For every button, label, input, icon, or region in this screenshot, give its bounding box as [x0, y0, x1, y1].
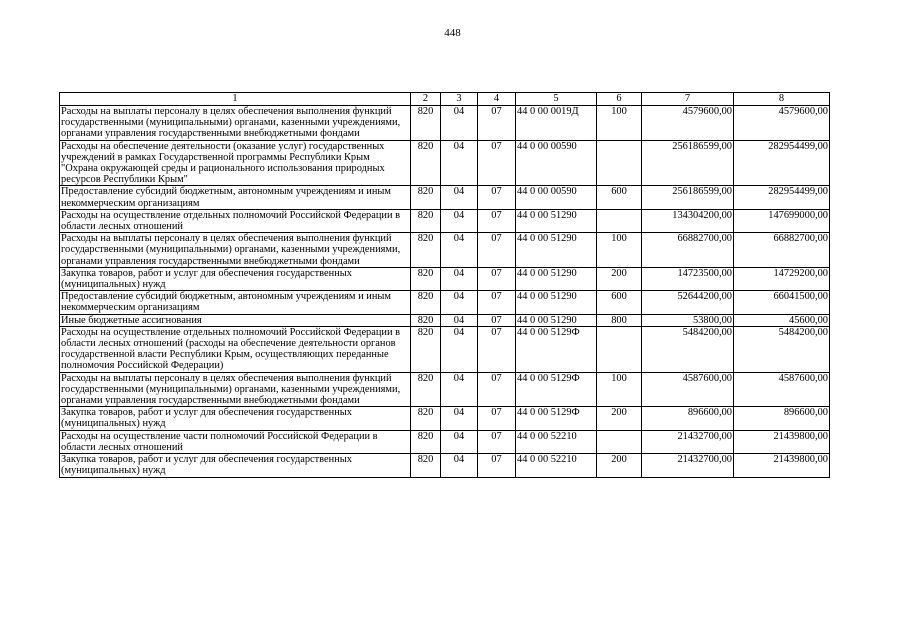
ministry-code: 820 — [411, 106, 441, 141]
expense-type-code: 100 — [597, 106, 642, 141]
target-article-code: 44 0 00 0019Д — [516, 106, 597, 141]
section-code: 04 — [441, 186, 478, 209]
amount-year-1: 53800,00 — [642, 314, 734, 326]
subsection-code: 07 — [478, 233, 516, 268]
amount-year-2: 66041500,00 — [734, 291, 830, 314]
table-row — [60, 454, 830, 477]
amount-year-2: 21439800,00 — [734, 430, 830, 453]
section-code: 04 — [441, 430, 478, 453]
section-code: 04 — [441, 454, 478, 477]
amount-year-1: 21432700,00 — [642, 430, 734, 453]
expense-type-code — [597, 140, 642, 186]
expense-type-code: 200 — [597, 454, 642, 477]
target-article-code: 44 0 00 51290 — [516, 233, 597, 268]
section-code: 04 — [441, 233, 478, 268]
amount-year-1: 14723500,00 — [642, 267, 734, 290]
page-number: 448 — [444, 27, 461, 39]
subsection-code: 07 — [478, 454, 516, 477]
expense-name: Расходы на осуществление отдельных полномочий Российской Федерации в области лесных отношений — [60, 209, 411, 232]
budget-table — [59, 92, 830, 478]
section-code: 04 — [441, 267, 478, 290]
amount-year-2: 4587600,00 — [734, 372, 830, 407]
target-article-code: 44 0 00 00590 — [516, 186, 597, 209]
ministry-code: 820 — [411, 267, 441, 290]
section-code: 04 — [441, 326, 478, 372]
section-code: 04 — [441, 140, 478, 186]
expense-type-code — [597, 430, 642, 453]
amount-year-2: 45600,00 — [734, 314, 830, 326]
amount-year-1: 896600,00 — [642, 407, 734, 430]
ministry-code: 820 — [411, 186, 441, 209]
target-article-code: 44 0 00 51290 — [516, 314, 597, 326]
table-row — [60, 291, 830, 314]
column-header: 5 — [516, 93, 597, 106]
table-row — [60, 186, 830, 209]
amount-year-2: 14729200,00 — [734, 267, 830, 290]
ministry-code: 820 — [411, 140, 441, 186]
expense-name: Расходы на выплаты персоналу в целях обеспечения выполнения функций государственными (муниципальными) органами, казенными учреждениями, органами управления государственными внебюджетными фондами — [60, 106, 411, 141]
section-code: 04 — [441, 209, 478, 232]
ministry-code: 820 — [411, 372, 441, 407]
section-code: 04 — [441, 291, 478, 314]
table-header-row — [60, 93, 830, 106]
section-code: 04 — [441, 314, 478, 326]
subsection-code: 07 — [478, 314, 516, 326]
amount-year-1: 66882700,00 — [642, 233, 734, 268]
subsection-code: 07 — [478, 291, 516, 314]
table-row — [60, 407, 830, 430]
target-article-code: 44 0 00 5129Ф — [516, 372, 597, 407]
table-row — [60, 430, 830, 453]
amount-year-2: 282954499,00 — [734, 186, 830, 209]
column-header: 1 — [60, 93, 411, 106]
expense-type-code: 600 — [597, 186, 642, 209]
amount-year-1: 5484200,00 — [642, 326, 734, 372]
column-header: 8 — [734, 93, 830, 106]
expense-type-code: 100 — [597, 233, 642, 268]
expense-type-code: 200 — [597, 267, 642, 290]
ministry-code: 820 — [411, 291, 441, 314]
amount-year-1: 52644200,00 — [642, 291, 734, 314]
target-article-code: 44 0 00 51290 — [516, 291, 597, 314]
table-row — [60, 314, 830, 326]
expense-name: Расходы на обеспечение деятельности (оказание услуг) государственных учреждений в рамках Государственной программы Республики Крым "Охрана окружающей среды и рационального использования природных ресурсов Республики Крым" — [60, 140, 411, 186]
subsection-code: 07 — [478, 372, 516, 407]
section-code: 04 — [441, 372, 478, 407]
expense-name: Расходы на осуществление части полномочий Российской Федерации в области лесных отношений — [60, 430, 411, 453]
amount-year-2: 147699000,00 — [734, 209, 830, 232]
ministry-code: 820 — [411, 430, 441, 453]
ministry-code: 820 — [411, 326, 441, 372]
table-row — [60, 233, 830, 268]
expense-name: Расходы на осуществление отдельных полномочий Российской Федерации в области лесных отношений (расходы на обеспечение деятельности органов государственной власти Республики Крым, осуществляющих переданные полномочия Российской Федерации) — [60, 326, 411, 372]
expense-name: Закупка товаров, работ и услуг для обеспечения государственных (муниципальных) нужд — [60, 407, 411, 430]
amount-year-1: 4579600,00 — [642, 106, 734, 141]
table-row — [60, 326, 830, 372]
ministry-code: 820 — [411, 314, 441, 326]
expense-name: Расходы на выплаты персоналу в целях обеспечения выполнения функций государственными (муниципальными) органами, казенными учреждениями, органами управления государственными внебюджетными фондами — [60, 372, 411, 407]
expense-name: Закупка товаров, работ и услуг для обеспечения государственных (муниципальных) нужд — [60, 454, 411, 477]
target-article-code: 44 0 00 52210 — [516, 454, 597, 477]
column-header: 3 — [441, 93, 478, 106]
amount-year-2: 5484200,00 — [734, 326, 830, 372]
expense-type-code: 200 — [597, 407, 642, 430]
column-header: 4 — [478, 93, 516, 106]
amount-year-2: 896600,00 — [734, 407, 830, 430]
amount-year-1: 134304200,00 — [642, 209, 734, 232]
subsection-code: 07 — [478, 186, 516, 209]
amount-year-2: 21439800,00 — [734, 454, 830, 477]
expense-name: Иные бюджетные ассигнования — [60, 314, 411, 326]
ministry-code: 820 — [411, 233, 441, 268]
section-code: 04 — [441, 106, 478, 141]
table-row — [60, 106, 830, 141]
subsection-code: 07 — [478, 209, 516, 232]
subsection-code: 07 — [478, 407, 516, 430]
amount-year-2: 66882700,00 — [734, 233, 830, 268]
target-article-code: 44 0 00 5129Ф — [516, 407, 597, 430]
expense-type-code: 800 — [597, 314, 642, 326]
expense-name: Расходы на выплаты персоналу в целях обеспечения выполнения функций государственными (муниципальными) органами, казенными учреждениями, органами управления государственными внебюджетными фондами — [60, 233, 411, 268]
expense-type-code: 100 — [597, 372, 642, 407]
subsection-code: 07 — [478, 106, 516, 141]
table-row — [60, 267, 830, 290]
expense-name: Предоставление субсидий бюджетным, автономным учреждениям и иным некоммерческим организациям — [60, 186, 411, 209]
ministry-code: 820 — [411, 454, 441, 477]
column-header: 2 — [411, 93, 441, 106]
expense-type-code — [597, 326, 642, 372]
table-row — [60, 209, 830, 232]
subsection-code: 07 — [478, 140, 516, 186]
target-article-code: 44 0 00 00590 — [516, 140, 597, 186]
expense-name: Закупка товаров, работ и услуг для обеспечения государственных (муниципальных) нужд — [60, 267, 411, 290]
expense-name: Предоставление субсидий бюджетным, автономным учреждениям и иным некоммерческим организациям — [60, 291, 411, 314]
column-header: 6 — [597, 93, 642, 106]
table-row — [60, 140, 830, 186]
target-article-code: 44 0 00 51290 — [516, 267, 597, 290]
subsection-code: 07 — [478, 430, 516, 453]
amount-year-1: 21432700,00 — [642, 454, 734, 477]
amount-year-1: 4587600,00 — [642, 372, 734, 407]
subsection-code: 07 — [478, 267, 516, 290]
section-code: 04 — [441, 407, 478, 430]
subsection-code: 07 — [478, 326, 516, 372]
target-article-code: 44 0 00 52210 — [516, 430, 597, 453]
expense-type-code — [597, 209, 642, 232]
ministry-code: 820 — [411, 407, 441, 430]
amount-year-1: 256186599,00 — [642, 140, 734, 186]
amount-year-2: 282954499,00 — [734, 140, 830, 186]
amount-year-2: 4579600,00 — [734, 106, 830, 141]
amount-year-1: 256186599,00 — [642, 186, 734, 209]
column-header: 7 — [642, 93, 734, 106]
table-row — [60, 372, 830, 407]
expense-type-code: 600 — [597, 291, 642, 314]
ministry-code: 820 — [411, 209, 441, 232]
target-article-code: 44 0 00 5129Ф — [516, 326, 597, 372]
target-article-code: 44 0 00 51290 — [516, 209, 597, 232]
